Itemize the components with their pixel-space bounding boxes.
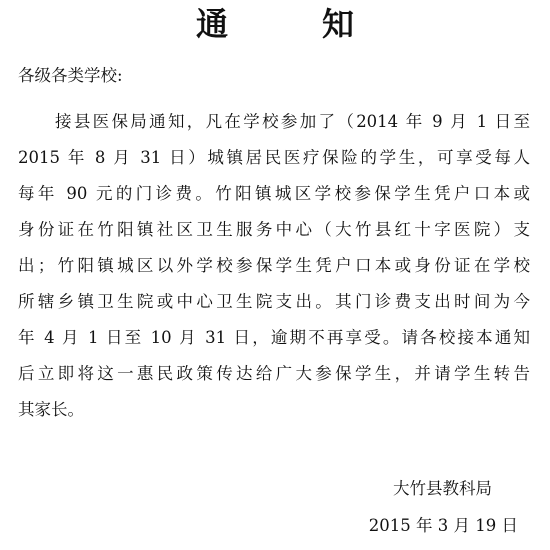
notice-body: [18, 104, 530, 428]
notice-title: 通知: [195, 5, 448, 43]
salutation: 各级各类学校:: [18, 66, 123, 85]
signature-organization: 大竹县教科局: [393, 479, 492, 498]
signature-date: 2015 年 3 月 19 日: [368, 516, 518, 535]
body-line: 身份证在竹阳镇社区卫生服务中心（大竹县红十字医院）支: [18, 220, 530, 239]
body-line: 后立即将这一惠民政策传达给广大参保学生，并请学生转告: [18, 364, 530, 383]
body-line: 所辖乡镇卫生院或中心卫生院支出。其门诊费支出时间为今: [18, 292, 530, 311]
body-line: 出；竹阳镇城区以外学校参保学生凭户口本或身份证在学校: [18, 256, 530, 275]
body-line: 其家长。: [18, 400, 84, 419]
body-line: 接县医保局通知，凡在学校参加了（2014 年 9 月 1 日至: [55, 112, 530, 131]
body-line: 年 4 月 1 日至 10 月 31 日，逾期不再享受。请各校接本通知: [18, 328, 530, 347]
body-line: 每年 90 元的门诊费。竹阳镇城区学校参保学生凭户口本或: [18, 184, 530, 203]
body-line: 2015 年 8 月 31 日）城镇居民医疗保险的学生，可享受每人: [18, 148, 530, 167]
